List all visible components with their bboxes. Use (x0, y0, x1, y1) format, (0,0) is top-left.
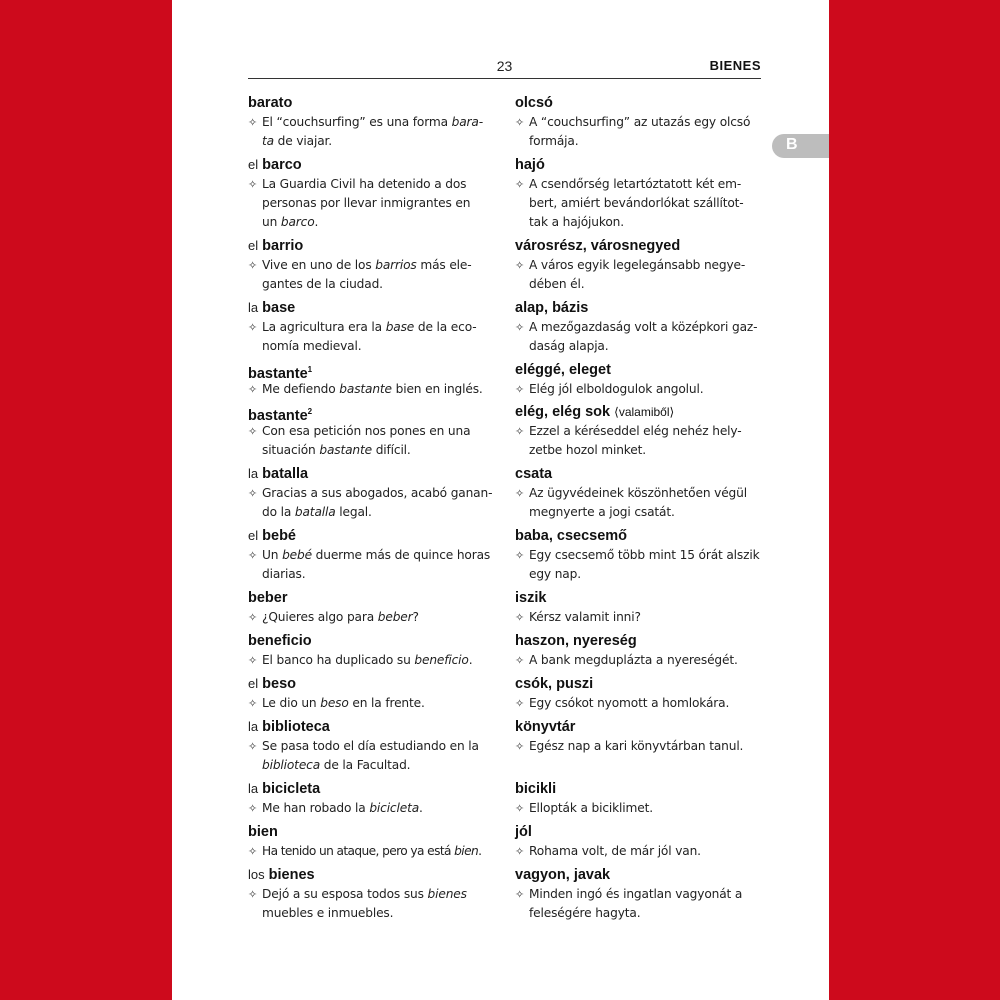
article: el (248, 238, 259, 253)
hungarian-entry (515, 298, 765, 356)
hungarian-example (515, 113, 765, 151)
example-line: formája. (529, 134, 579, 148)
headword-text: eléggé, eleget (515, 362, 611, 378)
example-marker-icon: ✧ (248, 259, 258, 272)
spanish-headword (248, 674, 498, 694)
article: el (248, 528, 259, 543)
example-line: ta de viajar. (262, 134, 332, 148)
headword-text: olcsó (515, 95, 553, 111)
headword-text: bienes (268, 867, 315, 883)
hungarian-headword (515, 402, 765, 422)
example-marker-icon: ✧ (248, 321, 258, 334)
example-marker-icon: ✧ (515, 321, 525, 334)
headword-text: bien (248, 824, 278, 840)
spanish-example (248, 546, 498, 584)
example-marker-icon: ✧ (515, 178, 525, 191)
headword-text: beneficio (248, 633, 312, 649)
hungarian-entry (515, 236, 765, 294)
headword-text: jól (515, 824, 532, 840)
example-marker-icon: ✧ (248, 178, 258, 191)
example-marker-icon: ✧ (515, 259, 525, 272)
example-line: Me defiendo bastante bien en inglés. (262, 382, 483, 396)
article: los (248, 867, 265, 882)
hungarian-example (515, 608, 765, 627)
spanish-entry (248, 402, 498, 460)
article: la (248, 300, 259, 315)
spanish-example (248, 799, 498, 818)
running-head: BIENES (709, 58, 761, 73)
hungarian-example (515, 318, 765, 356)
spanish-entry (248, 526, 498, 584)
example-line: Vive en uno de los barrios más ele- (262, 258, 472, 272)
example-line: A “couchsurfing” az utazás egy olcsó (529, 115, 751, 129)
spanish-entry (248, 631, 498, 670)
headword-text: csók, puszi (515, 676, 594, 692)
spanish-headword (248, 93, 498, 113)
example-marker-icon: ✧ (515, 697, 525, 710)
headword-text: batalla (262, 466, 309, 482)
headword-text: csata (515, 466, 553, 482)
spanish-example (248, 885, 498, 923)
example-marker-icon: ✧ (248, 116, 258, 129)
example-line: egy nap. (529, 567, 581, 581)
example-line: Gracias a sus abogados, acabó ganan- (262, 486, 493, 500)
spanish-example (248, 175, 498, 232)
example-line: A csendőrség letartóztatott két em- (529, 177, 742, 191)
example-line: Az ügyvédeinek köszönhetően végül (529, 486, 747, 500)
example-line: La Guardia Civil ha detenido a dos (262, 177, 467, 191)
example-line: Minden ingó és ingatlan vagyonát a (529, 887, 743, 901)
example-line: do la batalla legal. (262, 505, 372, 519)
article: la (248, 781, 259, 796)
spanish-entry (248, 236, 498, 294)
spanish-headword (248, 236, 498, 256)
spanish-headword (248, 717, 498, 737)
spanish-headword (248, 464, 498, 484)
spanish-entry (248, 360, 498, 399)
headword-text: vagyon, javak (515, 867, 611, 883)
example-marker-icon: ✧ (248, 383, 258, 396)
example-line: Le dio un beso en la frente. (262, 696, 425, 710)
usage-note: ⟨valamiből⟩ (614, 405, 675, 419)
hungarian-headword (515, 360, 765, 380)
example-line: A város egyik legelegánsabb negye- (529, 258, 746, 272)
spanish-example (248, 422, 498, 460)
example-line: Dejó a su esposa todos sus bienes (262, 887, 467, 901)
example-line: gantes de la ciudad. (262, 277, 383, 291)
example-marker-icon: ✧ (248, 845, 258, 858)
article: el (248, 676, 259, 691)
hungarian-example (515, 842, 765, 861)
example-line: dében él. (529, 277, 585, 291)
hungarian-headword (515, 298, 765, 318)
example-line: ¿Quieres algo para beber? (262, 610, 419, 624)
spanish-example (248, 113, 498, 151)
hungarian-headword (515, 631, 765, 651)
example-line: Ezzel a kéréseddel elég nehéz hely- (529, 424, 742, 438)
example-line: A mezőgazdaság volt a középkori gaz- (529, 320, 758, 334)
example-marker-icon: ✧ (515, 487, 525, 500)
example-line: La agricultura era la base de la eco- (262, 320, 477, 334)
example-marker-icon: ✧ (248, 654, 258, 667)
spanish-example (248, 651, 498, 670)
example-line: Me han robado la bicicleta. (262, 801, 423, 815)
headword-text: bastante (248, 407, 308, 424)
letter-tab (772, 134, 829, 158)
example-line: Con esa petición nos pones en una (262, 424, 471, 438)
example-line: Un bebé duerme más de quince horas (262, 548, 491, 562)
example-marker-icon: ✧ (515, 549, 525, 562)
example-line: daság alapja. (529, 339, 609, 353)
hungarian-example (515, 256, 765, 294)
hungarian-headword (515, 236, 765, 256)
hungarian-entry (515, 588, 765, 627)
spanish-headword (248, 155, 498, 175)
article: la (248, 719, 259, 734)
hungarian-entry (515, 822, 765, 861)
spanish-headword (248, 526, 498, 546)
hungarian-headword (515, 674, 765, 694)
example-marker-icon: ✧ (248, 697, 258, 710)
hungarian-entry (515, 155, 765, 232)
spanish-entry (248, 298, 498, 356)
spanish-example (248, 256, 498, 294)
hungarian-example (515, 694, 765, 713)
example-line: personas por llevar inmigrantes en (262, 196, 471, 210)
hungarian-entry (515, 526, 765, 584)
example-marker-icon: ✧ (248, 740, 258, 753)
example-line: megnyerte a jogi csatát. (529, 505, 675, 519)
example-line: nomía medieval. (262, 339, 362, 353)
article: la (248, 466, 259, 481)
spanish-entry (248, 464, 498, 522)
example-line: Kérsz valamit inni? (529, 610, 641, 624)
example-line: Elég jól elboldogulok angolul. (529, 382, 704, 396)
spanish-example (248, 380, 498, 399)
example-line: un barco. (262, 215, 319, 229)
spanish-entry (248, 588, 498, 627)
hungarian-entry (515, 402, 765, 460)
hungarian-example (515, 737, 765, 756)
headword-text: hajó (515, 157, 545, 173)
spanish-entry (248, 674, 498, 713)
hungarian-example (515, 422, 765, 460)
example-line: El “couchsurfing” es una forma bara- (262, 115, 483, 129)
headword-text: haszon, nyereség (515, 633, 637, 649)
headword-text: barrio (262, 238, 304, 254)
hungarian-example (515, 885, 765, 923)
spanish-entry (248, 865, 498, 923)
example-marker-icon: ✧ (515, 611, 525, 624)
example-marker-icon: ✧ (248, 549, 258, 562)
hungarian-headword (515, 588, 765, 608)
hungarian-entry (515, 360, 765, 399)
example-line: Ha tenido un ataque, pero ya está bien. (262, 844, 482, 858)
hungarian-entry (515, 865, 765, 923)
example-marker-icon: ✧ (515, 383, 525, 396)
headword-text: iszik (515, 590, 547, 606)
spanish-entry (248, 779, 498, 818)
headword-text: base (262, 300, 296, 316)
spanish-example (248, 694, 498, 713)
spanish-entry (248, 717, 498, 775)
hungarian-entry (515, 674, 765, 713)
example-line: Egész nap a kari könyvtárban tanul. (529, 739, 744, 753)
page-number: 23 (496, 58, 513, 74)
spanish-headword (248, 779, 498, 799)
homonym-number: 1 (307, 365, 313, 374)
headword-text: városrész, városnegyed (515, 238, 681, 254)
hungarian-headword (515, 464, 765, 484)
example-line: Rohama volt, de már jól van. (529, 844, 701, 858)
example-line: Egy csókot nyomott a homlokára. (529, 696, 730, 710)
hungarian-example (515, 484, 765, 522)
example-marker-icon: ✧ (515, 425, 525, 438)
example-line: bert, amiért bevándorlókat szállítot- (529, 196, 744, 210)
example-line: muebles e inmuebles. (262, 906, 394, 920)
example-line: Se pasa todo el día estudiando en la (262, 739, 479, 753)
hungarian-example (515, 799, 765, 818)
example-line: El banco ha duplicado su beneficio. (262, 653, 473, 667)
spanish-headword (248, 298, 498, 318)
headword-text: barco (262, 157, 302, 173)
headword-text: bicicleta (262, 781, 321, 797)
example-marker-icon: ✧ (515, 845, 525, 858)
spanish-entry (248, 822, 498, 861)
headword-text: bastante (248, 365, 308, 382)
example-marker-icon: ✧ (248, 802, 258, 815)
example-line: zetbe hozol minket. (529, 443, 646, 457)
spanish-entry (248, 155, 498, 232)
example-line: Ellopták a biciklimet. (529, 801, 653, 815)
headword-text: elég, elég sok (515, 404, 611, 420)
hungarian-headword (515, 93, 765, 113)
spanish-example (248, 608, 498, 627)
example-marker-icon: ✧ (515, 654, 525, 667)
headword-text: biblioteca (262, 719, 330, 735)
hungarian-entry (515, 93, 765, 151)
spanish-example (248, 484, 498, 522)
hungarian-entry (515, 779, 765, 818)
hungarian-entry (515, 464, 765, 522)
hungarian-headword (515, 155, 765, 175)
spanish-example (248, 318, 498, 356)
headword-text: könyvtár (515, 719, 576, 735)
hungarian-headword (515, 779, 765, 799)
example-line: diarias. (262, 567, 306, 581)
article: el (248, 157, 259, 172)
spanish-headword (248, 865, 498, 885)
spanish-example (248, 737, 498, 775)
hungarian-entry (515, 717, 765, 756)
spanish-headword (248, 631, 498, 651)
example-marker-icon: ✧ (515, 888, 525, 901)
headword-text: baba, csecsemő (515, 528, 628, 544)
page-header (248, 58, 761, 79)
hungarian-entry (515, 631, 765, 670)
headword-text: beso (262, 676, 296, 692)
spanish-entry (248, 93, 498, 151)
hungarian-example (515, 175, 765, 232)
example-line: tak a hajójukon. (529, 215, 624, 229)
hungarian-example (515, 380, 765, 399)
hungarian-headword (515, 717, 765, 737)
example-marker-icon: ✧ (515, 740, 525, 753)
letter-tab-label: B (786, 136, 798, 153)
headword-text: bebé (262, 528, 296, 544)
spanish-headword (248, 402, 498, 422)
example-marker-icon: ✧ (515, 802, 525, 815)
homonym-number: 2 (307, 407, 313, 416)
hungarian-headword (515, 822, 765, 842)
hungarian-headword (515, 526, 765, 546)
headword-text: alap, bázis (515, 300, 589, 316)
example-marker-icon: ✧ (248, 611, 258, 624)
headword-text: barato (248, 95, 293, 111)
example-line: Egy csecsemő több mint 15 órát alszik (529, 548, 760, 562)
example-line: feleségére hagyta. (529, 906, 641, 920)
example-line: A bank megduplázta a nyereségét. (529, 653, 738, 667)
headword-text: bicikli (515, 781, 557, 797)
headword-text: beber (248, 590, 288, 606)
hungarian-headword (515, 865, 765, 885)
example-marker-icon: ✧ (248, 425, 258, 438)
spanish-headword (248, 360, 498, 380)
hungarian-example (515, 651, 765, 670)
example-line: situación bastante difícil. (262, 443, 411, 457)
example-marker-icon: ✧ (515, 116, 525, 129)
example-line: biblioteca de la Facultad. (262, 758, 411, 772)
spanish-headword (248, 588, 498, 608)
spanish-headword (248, 822, 498, 842)
example-marker-icon: ✧ (248, 888, 258, 901)
example-marker-icon: ✧ (248, 487, 258, 500)
hungarian-example (515, 546, 765, 584)
spanish-example (248, 842, 498, 861)
